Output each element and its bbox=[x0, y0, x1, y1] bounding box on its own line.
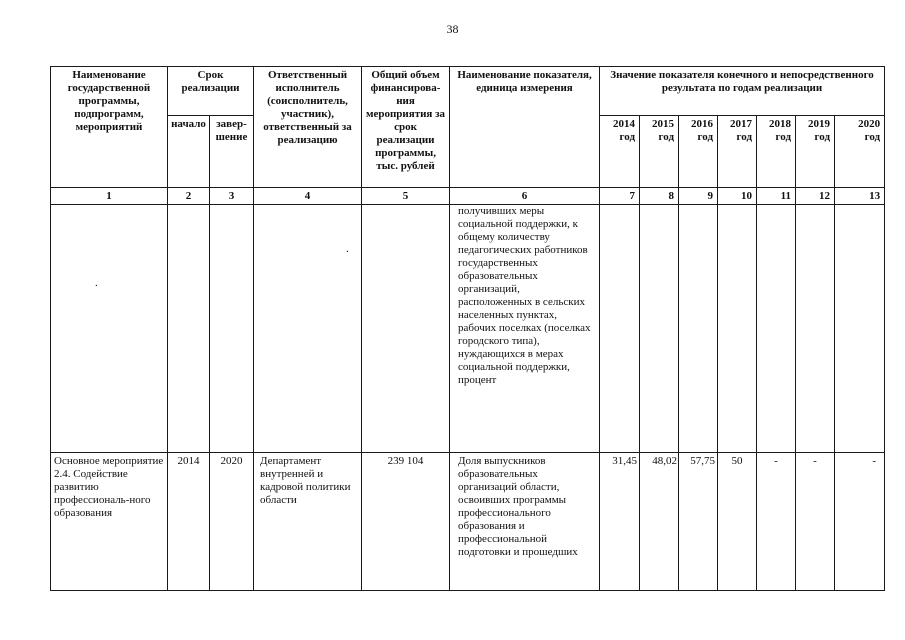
year-label: 2018 bbox=[769, 118, 792, 130]
stray-dot-mark: . bbox=[95, 277, 98, 289]
indicator-cell: получивших меры социальной поддержки, к общему количеству педагогических работников государственных образовательных организаций, расположенных в сельских населенных пунктах, рабочих поселках (поселках городского типа), нуждающихся в мерах социальной поддержки, процент bbox=[450, 205, 600, 453]
table-row bbox=[51, 453, 885, 591]
header-srok: Срок реализации bbox=[168, 67, 254, 116]
year-label: 2015 bbox=[652, 118, 675, 130]
funding-cell: 239 104 bbox=[362, 453, 450, 591]
cell-empty bbox=[679, 205, 718, 453]
cell-empty bbox=[254, 205, 362, 453]
column-number: 13 bbox=[835, 188, 885, 205]
year-unit: год bbox=[658, 131, 675, 143]
year-unit: год bbox=[864, 131, 881, 143]
column-number: 10 bbox=[718, 188, 757, 205]
column-number: 3 bbox=[210, 188, 254, 205]
header-year bbox=[757, 116, 796, 188]
cell-empty bbox=[168, 205, 210, 453]
header-program-name: Наименование государственной программы, подпрограмм, мероприятий bbox=[51, 67, 168, 188]
year-unit: год bbox=[736, 131, 753, 143]
column-number: 9 bbox=[679, 188, 718, 205]
column-number: 4 bbox=[254, 188, 362, 205]
header-year bbox=[796, 116, 835, 188]
header-row bbox=[51, 67, 885, 116]
executor-cell: Департамент внутренней и кадровой политики области bbox=[254, 453, 362, 591]
header-indicator: Наименование показателя, единица измерения bbox=[450, 67, 600, 188]
header-srok-start: начало bbox=[168, 116, 210, 188]
column-number: 2 bbox=[168, 188, 210, 205]
value-cell: - bbox=[796, 453, 835, 591]
cell-empty bbox=[210, 205, 254, 453]
header-executor: Ответственный исполнитель (соисполнитель, участник), ответственный за реализацию bbox=[254, 67, 362, 188]
year-label: 2017 bbox=[730, 118, 753, 130]
table-row bbox=[51, 205, 885, 453]
year-label: 2019 bbox=[808, 118, 831, 130]
header-srok-end: завер-шение bbox=[210, 116, 254, 188]
cell-empty bbox=[640, 205, 679, 453]
stray-dot-mark: . bbox=[346, 243, 349, 255]
cell-empty bbox=[835, 205, 885, 453]
column-number-row bbox=[51, 188, 885, 205]
column-number: 8 bbox=[640, 188, 679, 205]
cell-empty bbox=[796, 205, 835, 453]
cell-empty bbox=[51, 205, 168, 453]
indicator-cell: Доля выпускников образовательных организаций области, освоивших программы профессионального образования и профессиональной подготовки и прошедших bbox=[450, 453, 600, 591]
end-year-cell: 2020 bbox=[210, 453, 254, 591]
header-funding: Общий объем финансирова-ния мероприятия за срок реализации программы, тыс. рублей bbox=[362, 67, 450, 188]
value-cell: - bbox=[835, 453, 885, 591]
column-number: 12 bbox=[796, 188, 835, 205]
header-year bbox=[640, 116, 679, 188]
header-year bbox=[835, 116, 885, 188]
start-year-cell: 2014 bbox=[168, 453, 210, 591]
value-cell: 31,45 bbox=[600, 453, 640, 591]
value-cell: 57,75 bbox=[679, 453, 718, 591]
value-cell: 48,02 bbox=[640, 453, 679, 591]
column-number: 5 bbox=[362, 188, 450, 205]
cell-empty bbox=[757, 205, 796, 453]
program-name-cell: Основное мероприятие 2.4. Содействие развитию профессиональ-ного образования bbox=[51, 453, 168, 591]
header-year bbox=[679, 116, 718, 188]
cell-empty bbox=[362, 205, 450, 453]
header-values: Значение показателя конечного и непосредственного результата по годам реализации bbox=[600, 67, 885, 116]
program-table bbox=[50, 66, 885, 591]
year-label: 2016 bbox=[691, 118, 714, 130]
column-number: 11 bbox=[757, 188, 796, 205]
column-number: 6 bbox=[450, 188, 600, 205]
value-cell: - bbox=[757, 453, 796, 591]
page-number: 38 bbox=[446, 22, 459, 36]
year-unit: год bbox=[775, 131, 792, 143]
cell-empty bbox=[600, 205, 640, 453]
column-number: 1 bbox=[51, 188, 168, 205]
year-unit: год bbox=[619, 131, 636, 143]
column-number: 7 bbox=[600, 188, 640, 205]
year-unit: год bbox=[697, 131, 714, 143]
cell-empty bbox=[718, 205, 757, 453]
year-label: 2014 bbox=[613, 118, 636, 130]
year-unit: год bbox=[814, 131, 831, 143]
header-year bbox=[600, 116, 640, 188]
table-container bbox=[50, 66, 885, 591]
header-year bbox=[718, 116, 757, 188]
year-label: 2020 bbox=[858, 118, 881, 130]
value-cell: 50 bbox=[718, 453, 757, 591]
